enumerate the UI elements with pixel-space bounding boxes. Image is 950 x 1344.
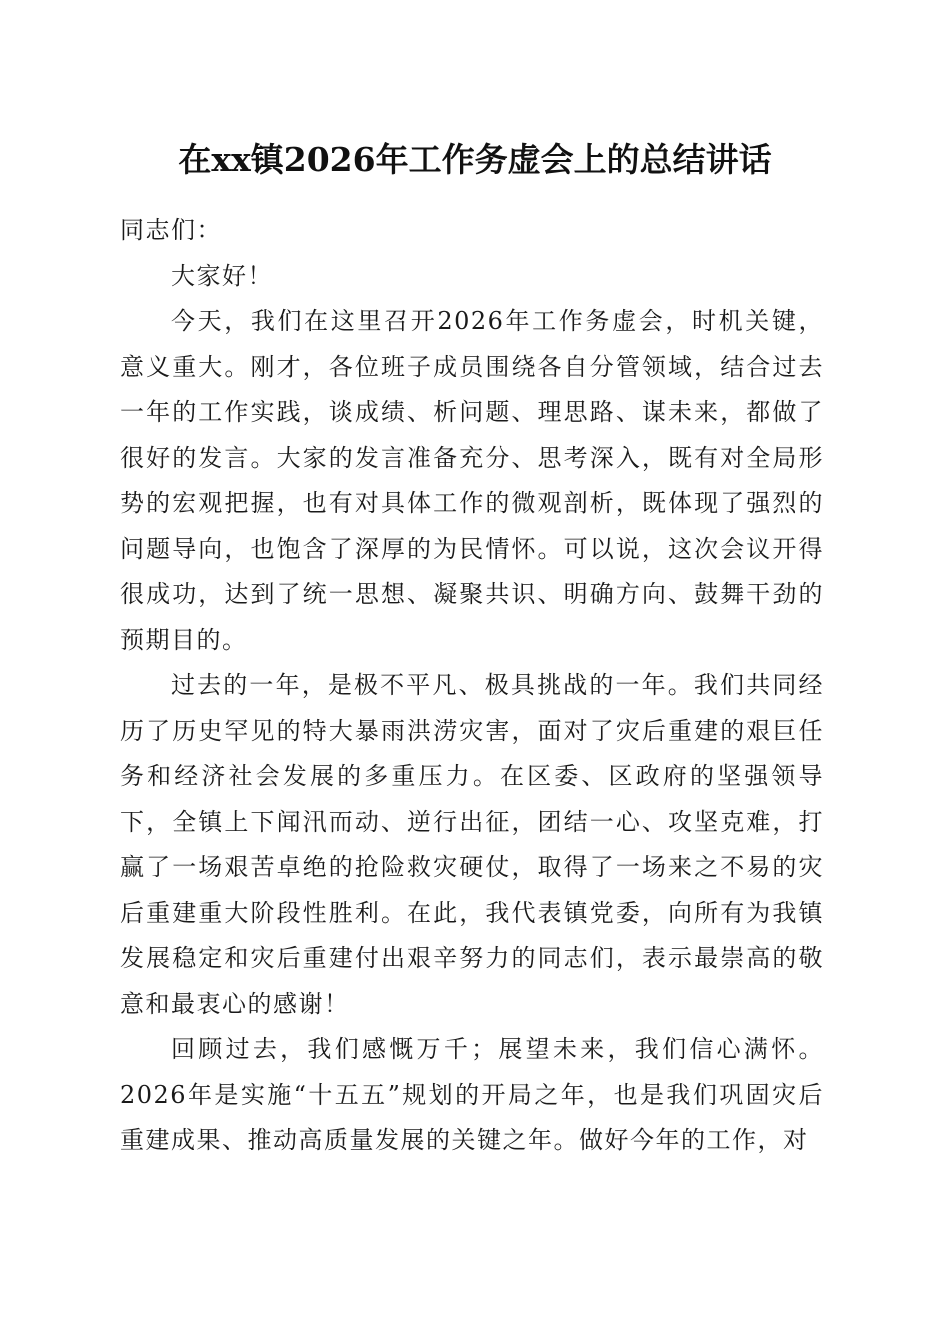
salutation: 同志们： (120, 216, 222, 244)
paragraph-review: 过去的一年，是极不平凡、极具挑战的一年。我们共同经历了历史罕见的特大暴雨洪涝灾害，面对了灾后重建的艰巨任务和经济社会发展的多重压力。在区委、区政府的坚强领导下，全镇上下闻汛而动、逆行出征，团结一心、攻坚克难，打赢了一场艰苦卓绝的抢险救灾硬仗，取得了一场来之不易的灾后重建重大阶段性胜利。在此，我代表镇党委，向所有为我镇发展稳定和灾后重建付出艰辛努力的同志们，表示最崇高的敬意和最衷心的感谢！ (120, 671, 824, 1018)
paragraph-outlook: 回顾过去，我们感慨万千；展望未来，我们信心满怀。2026年是实施“十五五”规划的开局之年，也是我们巩固灾后重建成果、推动高质量发展的关键之年。做好今年的工作，对 (120, 1035, 824, 1154)
document-body (120, 208, 824, 1164)
paragraph-greeting: 大家好！ (171, 261, 273, 290)
document-title: 在xx镇2026年工作务虚会上的总结讲话 (178, 140, 772, 179)
paragraph-opening: 今天，我们在这里召开2026年工作务虚会，时机关键，意义重大。刚才，各位班子成员围绕各自分管领域，结合过去一年的工作实践，谈成绩、析问题、理思路、谋未来，都做了很好的发言。大家的发言准备充分、思考深入，既有对全局形势的宏观把握，也有对具体工作的微观剖析，既体现了强烈的问题导向，也饱含了深厚的为民情怀。可以说，这次会议开得很成功，达到了统一思想、凝聚共识、明确方向、鼓舞干劲的预期目的。 (120, 307, 824, 654)
